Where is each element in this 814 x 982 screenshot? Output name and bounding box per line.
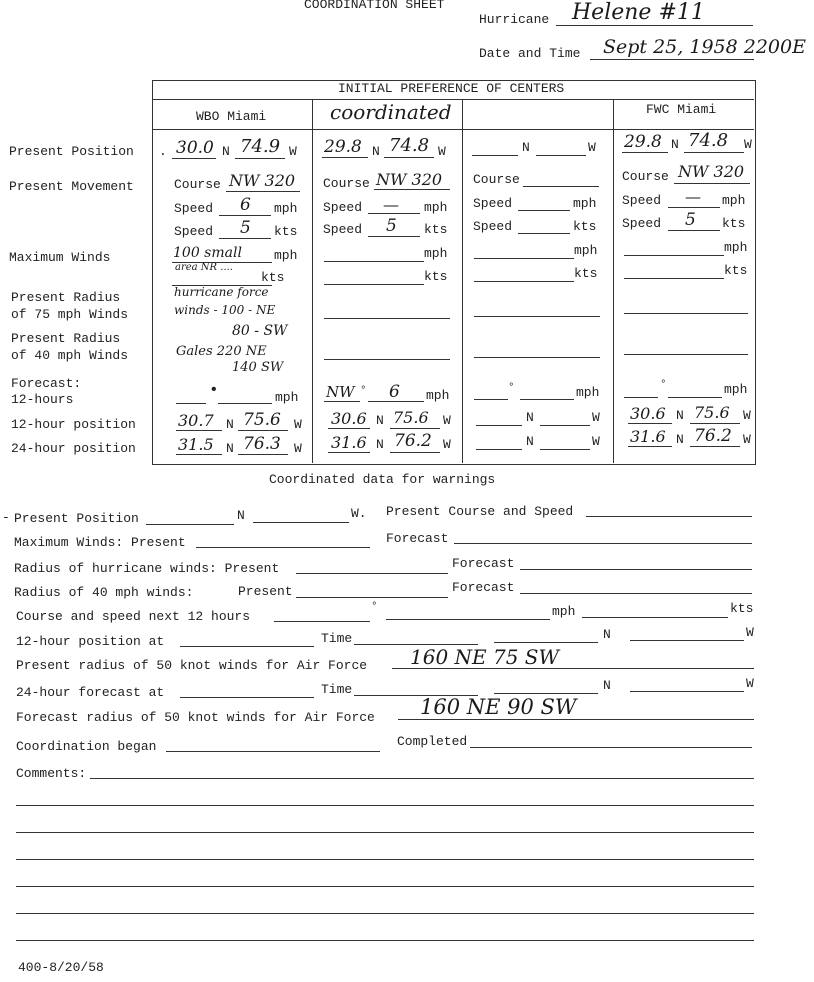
mph-label: mph <box>424 200 448 215</box>
course-next-label: Course and speed next 12 hours <box>16 609 251 624</box>
hw-value: 76.3 <box>243 434 281 454</box>
line <box>472 155 518 156</box>
mph-label: mph <box>576 385 600 400</box>
hw-value: 140 SW <box>232 360 284 375</box>
course-label: Course <box>323 176 370 191</box>
line <box>226 191 300 192</box>
hw-value: 74.8 <box>389 135 430 156</box>
speed-label: Speed <box>174 201 214 216</box>
hw-value: 30.6 <box>630 404 666 423</box>
line <box>518 210 570 211</box>
course-label: Course <box>473 172 520 187</box>
bullet-dot: . <box>159 144 167 159</box>
time-label: Time <box>321 682 353 697</box>
n-label: N <box>526 410 534 425</box>
n-label: N <box>372 144 380 159</box>
present-position-label: Present Position <box>14 511 139 526</box>
forecast-label: Forecast <box>386 531 449 546</box>
line <box>668 230 720 231</box>
line <box>690 423 740 424</box>
col-divider-3 <box>613 99 614 463</box>
line <box>172 158 216 159</box>
line <box>630 691 744 692</box>
row-label-radius40-b: of 40 mph Winds <box>11 348 129 363</box>
line <box>674 183 750 184</box>
line <box>328 428 370 429</box>
line <box>180 646 314 647</box>
kts-label: kts <box>424 222 448 237</box>
speed-label: Speed <box>323 200 363 215</box>
r50-present-label: Present radius of 50 knot winds for Air Force <box>16 658 368 673</box>
line <box>368 236 420 237</box>
mph-label: mph <box>722 193 746 208</box>
n-label: N <box>522 140 530 155</box>
comments-label: Comments: <box>16 766 87 781</box>
line <box>668 397 722 398</box>
course-label: Course <box>622 169 669 184</box>
line <box>296 573 448 574</box>
line <box>474 316 600 317</box>
row-label-radius75-b: of 75 mph Winds <box>11 307 129 322</box>
n-label: N <box>671 137 679 152</box>
hw-value: 80 - SW <box>232 323 288 339</box>
w-label: W <box>588 140 596 155</box>
speed-label: Speed <box>622 216 662 231</box>
line <box>474 258 574 259</box>
speed-label: Speed <box>473 219 513 234</box>
kts-label: kts <box>730 601 754 616</box>
hw-value: 31.6 <box>630 427 666 446</box>
row-label-maximum-winds: Maximum Winds <box>9 250 111 265</box>
n-label: N <box>226 441 234 456</box>
line <box>322 157 368 158</box>
line <box>176 454 222 455</box>
line <box>454 543 752 544</box>
w-label: W <box>746 625 754 640</box>
n-label: N <box>526 434 534 449</box>
hw-value: 30.7 <box>178 411 214 430</box>
line <box>624 278 724 279</box>
comment-line <box>90 778 754 779</box>
mph-label: mph <box>552 604 576 619</box>
kts-label: kts <box>261 270 285 285</box>
line <box>274 621 370 622</box>
table-header-rule <box>152 129 754 130</box>
row-label-12hr-position: 12-hour position <box>11 417 136 432</box>
col-header-coordinated: coordinated <box>330 100 452 124</box>
line <box>624 397 658 398</box>
line <box>324 359 450 360</box>
kts-label: kts <box>722 216 746 231</box>
hw-value: 30.6 <box>331 409 367 428</box>
line <box>176 403 206 404</box>
hw-value: 31.5 <box>178 435 214 454</box>
hw-value: NW 320 <box>229 171 296 190</box>
kts-label: kts <box>424 269 448 284</box>
hurricane-line <box>556 25 753 26</box>
line <box>540 425 590 426</box>
line <box>253 522 349 523</box>
hw-value: 5 <box>240 218 251 238</box>
hw-value: 74.9 <box>240 136 281 157</box>
hw-value: area NR .... <box>175 262 233 273</box>
line <box>146 524 234 525</box>
w-label: W <box>294 417 302 432</box>
degree-mark: ° <box>508 382 515 394</box>
line <box>374 189 450 190</box>
line <box>628 423 672 424</box>
line <box>219 238 271 239</box>
w-label: W <box>443 437 451 452</box>
n-label: N <box>226 417 234 432</box>
line <box>582 617 728 618</box>
kts-label: kts <box>724 263 748 278</box>
hw-value: 6 <box>240 195 251 215</box>
n-label: N <box>603 627 611 642</box>
line <box>384 157 434 158</box>
w-label: W <box>744 137 752 152</box>
line <box>520 569 752 570</box>
datetime-value: Sept 25, 1958 2200E <box>603 36 806 58</box>
line <box>324 318 450 319</box>
line <box>536 155 586 156</box>
kts-label: kts <box>573 219 597 234</box>
comment-line <box>16 913 754 914</box>
coordination-began-label: Coordination began <box>16 739 157 754</box>
line <box>166 751 380 752</box>
line <box>518 233 570 234</box>
row-label-forecast-a: Forecast: <box>11 376 82 391</box>
hurricane-label: Hurricane <box>479 12 550 27</box>
row-label-24hr-position: 24-hour position <box>11 441 136 456</box>
row-label-radius75-a: Present Radius <box>11 290 121 305</box>
w-label: W <box>443 413 451 428</box>
hw-value: 100 small <box>173 245 242 261</box>
line <box>390 428 440 429</box>
hw-value: NW 320 <box>678 162 745 181</box>
col-header-fwc: FWC Miami <box>646 102 717 117</box>
hurricane-value: Helene #11 <box>572 0 705 25</box>
line <box>624 255 724 256</box>
mph-label: mph <box>573 196 597 211</box>
line <box>494 642 598 643</box>
line <box>474 357 600 358</box>
kts-label: kts <box>274 224 298 239</box>
pos12-at-label: 12-hour position at <box>16 634 165 649</box>
mph-label: mph <box>574 243 598 258</box>
present-course-speed-label: Present Course and Speed <box>386 504 574 519</box>
forecast-label: Forecast <box>452 580 515 595</box>
degree-mark: ° <box>371 601 378 613</box>
mph-label: mph <box>274 248 298 263</box>
line <box>628 446 672 447</box>
speed-label: Speed <box>622 193 662 208</box>
line <box>668 207 720 208</box>
line <box>586 516 752 517</box>
w-label: W <box>289 144 297 159</box>
w-label: W <box>743 432 751 447</box>
n-label: N <box>676 432 684 447</box>
coordinated-data-title: Coordinated data for warnings <box>269 472 496 487</box>
time-label: Time <box>321 631 353 646</box>
hw-value: 74.8 <box>688 130 729 151</box>
line <box>476 449 522 450</box>
table-title-rule <box>152 99 754 100</box>
line <box>238 430 288 431</box>
line <box>520 593 752 594</box>
hw-value: 30.0 <box>176 138 214 158</box>
line <box>494 693 598 694</box>
line <box>470 747 752 748</box>
table-title: INITIAL PREFERENCE OF CENTERS <box>338 81 565 96</box>
radius-40-label: Radius of 40 mph winds: <box>14 585 194 600</box>
hw-value: — <box>685 187 701 206</box>
speed-label: Speed <box>323 222 363 237</box>
hw-value: 76.2 <box>694 426 732 446</box>
comment-line <box>16 940 754 941</box>
hw-value: 76.2 <box>394 431 432 451</box>
speed-label: Speed <box>174 224 214 239</box>
line <box>390 452 440 453</box>
kts-label: kts <box>574 266 598 281</box>
line <box>476 425 522 426</box>
hw-value: hurricane force <box>174 285 269 299</box>
hw-value: winds - 100 - NE <box>174 303 276 317</box>
hw-value: 31.6 <box>331 433 367 452</box>
line <box>235 158 285 159</box>
line <box>690 446 740 447</box>
line <box>238 454 288 455</box>
line <box>176 430 222 431</box>
w-label: W <box>592 410 600 425</box>
hw-value: 5 <box>685 210 696 230</box>
present-label: Present <box>238 584 293 599</box>
comment-line <box>16 832 754 833</box>
line <box>324 261 424 262</box>
col-divider-1 <box>312 99 313 463</box>
hw-value: 75.6 <box>694 403 730 422</box>
hw-value: 5 <box>386 216 397 236</box>
hw-value: — <box>383 195 399 214</box>
line <box>296 597 448 598</box>
n-label: N <box>222 144 230 159</box>
line <box>684 152 744 153</box>
line <box>474 399 508 400</box>
hw-value: 75.6 <box>243 410 281 430</box>
line <box>520 399 574 400</box>
row-label-present-position: Present Position <box>9 144 134 159</box>
line <box>622 152 668 153</box>
line <box>398 719 754 720</box>
mph-label: mph <box>724 240 748 255</box>
radius-hurricane-label: Radius of hurricane winds: Present <box>14 561 280 576</box>
row-label-forecast-b: 12-hours <box>11 392 74 407</box>
n-label: N <box>603 678 611 693</box>
n-label: N <box>376 437 384 452</box>
line <box>624 354 748 355</box>
degree-mark: ° <box>660 379 667 391</box>
line <box>324 284 424 285</box>
course-label: Course <box>174 177 221 192</box>
w-label: W <box>294 441 302 456</box>
comment-line <box>16 805 754 806</box>
hw-value: NW 320 <box>376 170 443 189</box>
hw-value: 29.8 <box>624 132 662 152</box>
w-label: W. <box>351 506 367 521</box>
row-label-present-movement: Present Movement <box>9 179 134 194</box>
hw-value: NW <box>326 383 355 401</box>
row-label-radius40-a: Present Radius <box>11 331 121 346</box>
degree-mark: • <box>209 381 219 399</box>
fc24-at-label: 24-hour forecast at <box>16 685 165 700</box>
r50-forecast-label: Forecast radius of 50 knot winds for Air Force <box>16 710 375 725</box>
w-label: W <box>743 408 751 423</box>
line <box>630 640 744 641</box>
comment-line <box>16 886 754 887</box>
w-label: W <box>746 676 754 691</box>
w-label: W <box>592 434 600 449</box>
hw-value: 6 <box>389 382 400 402</box>
line <box>328 452 370 453</box>
mph-label: mph <box>426 388 450 403</box>
degree-mark: ° <box>360 385 367 397</box>
n-label: N <box>676 408 684 423</box>
line <box>624 313 748 314</box>
line <box>324 401 360 402</box>
line <box>386 619 550 620</box>
r50-present-value: 160 NE 75 SW <box>410 645 560 669</box>
forecast-label: Forecast <box>452 556 515 571</box>
hw-value: 75.6 <box>393 408 429 427</box>
form-id: 400-8/20/58 <box>18 960 104 975</box>
w-label: W <box>438 144 446 159</box>
datetime-label: Date and Time <box>479 46 581 61</box>
line <box>196 547 370 548</box>
comment-line <box>16 859 754 860</box>
hw-value: 29.8 <box>324 137 362 157</box>
col-header-wbo: WBO Miami <box>196 109 267 124</box>
n-label: N <box>237 508 245 523</box>
dash-mark: - <box>2 510 10 525</box>
line <box>540 449 590 450</box>
line <box>219 215 271 216</box>
col-divider-2 <box>462 99 463 463</box>
speed-label: Speed <box>473 196 513 211</box>
max-winds-present-label: Maximum Winds: Present <box>14 535 186 550</box>
mph-label: mph <box>424 246 448 261</box>
hw-value: Gales 220 NE <box>176 344 267 359</box>
line <box>523 186 599 187</box>
mph-label: mph <box>724 382 748 397</box>
n-label: N <box>376 413 384 428</box>
mph-label: mph <box>275 390 299 405</box>
line <box>218 403 272 404</box>
datetime-line <box>590 59 754 60</box>
mph-label: mph <box>274 201 298 216</box>
r50-forecast-value: 160 NE 90 SW <box>420 695 577 719</box>
line <box>180 697 314 698</box>
line <box>474 281 574 282</box>
completed-label: Completed <box>397 734 468 749</box>
form-title: COORDINATION SHEET <box>304 0 445 12</box>
